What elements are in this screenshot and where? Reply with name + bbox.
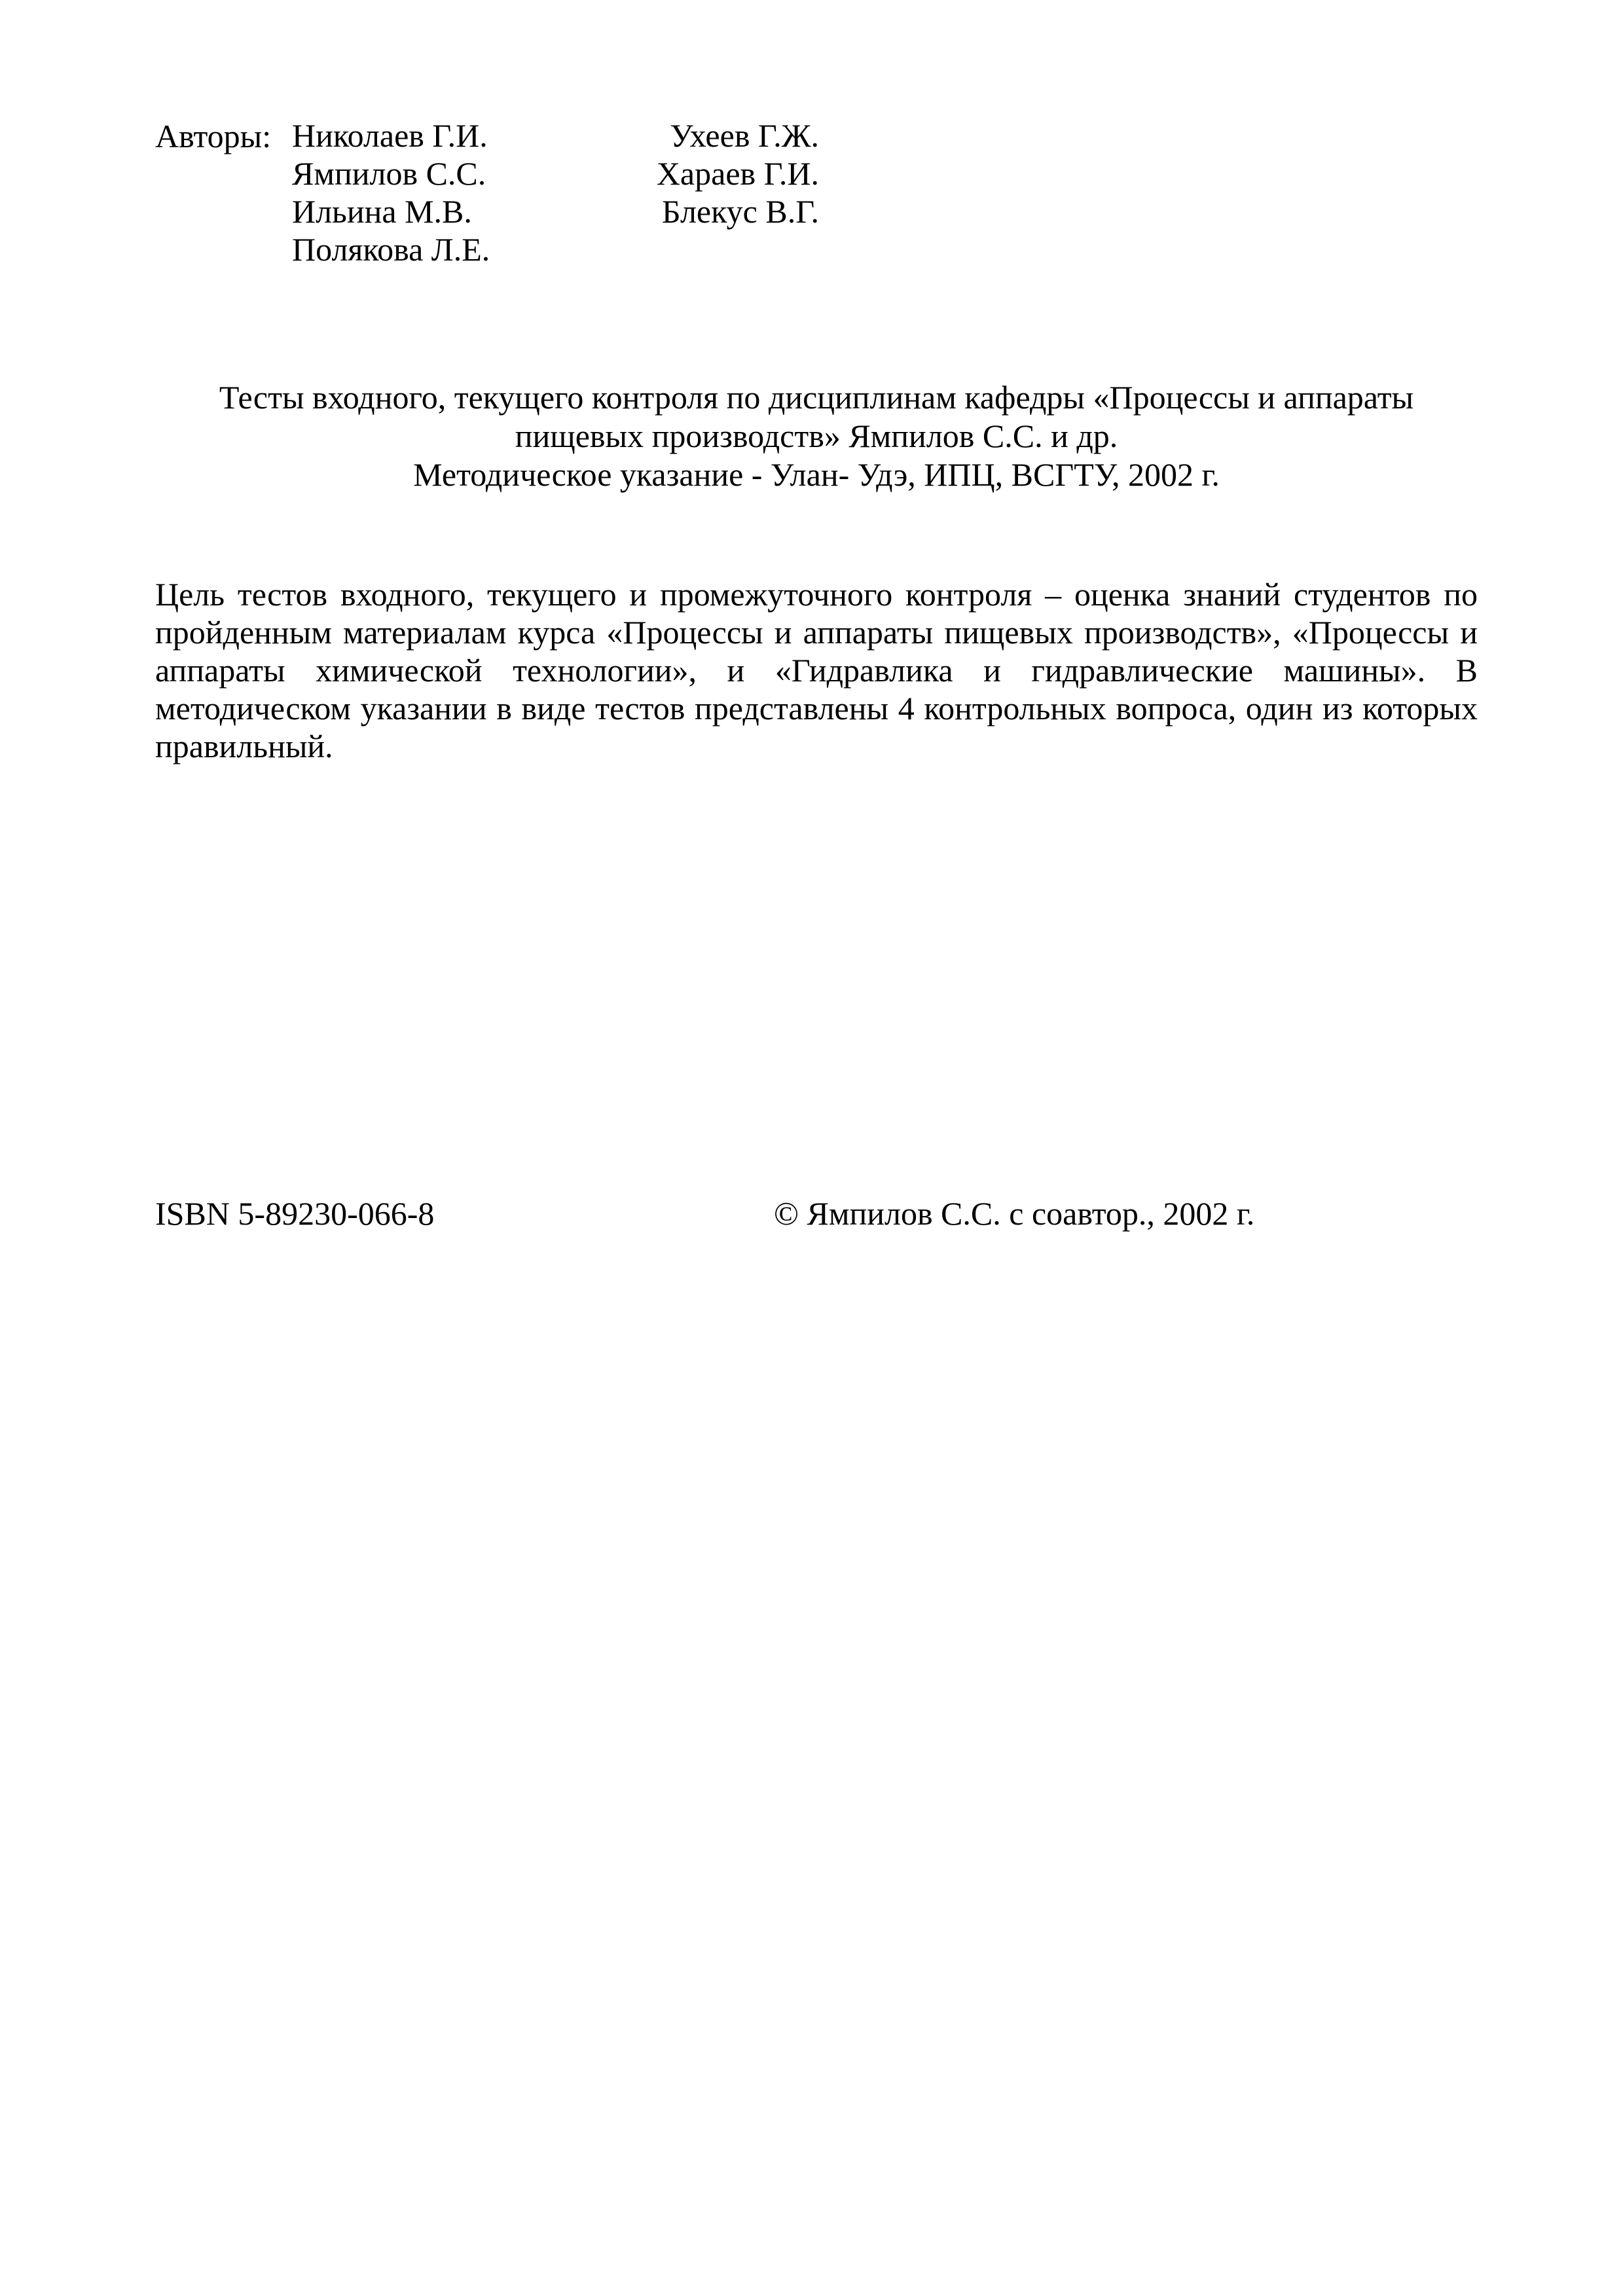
authors-column-2 bbox=[652, 117, 819, 230]
author-name: Николаев Г.И. bbox=[292, 117, 488, 154]
isbn-number: ISBN 5-89230-066-8 bbox=[155, 1195, 435, 1232]
abstract-line: Цель тестов входного, текущего и промежуточного контроля – оценка знаний студентов по bbox=[155, 576, 1478, 613]
abstract-line: пройденным материалам курса «Процессы и аппараты пищевых производств», «Процессы и bbox=[155, 614, 1478, 651]
citation-line: Методическое указание - Улан- Удэ, ИПЦ, ВСГТУ, 2002 г. bbox=[413, 456, 1220, 493]
author-name: Ильина М.В. bbox=[292, 193, 472, 230]
abstract-line: аппараты химической технологии», и «Гидравлика и гидравлические машины». В bbox=[155, 652, 1478, 689]
authors-column-1 bbox=[292, 117, 490, 268]
abstract-line: правильный. bbox=[155, 728, 333, 764]
citation-line: Тесты входного, текущего контроля по дисциплинам кафедры «Процессы и аппараты bbox=[219, 379, 1414, 416]
abstract-line: методическом указании в виде тестов представлены 4 контрольных вопроса, один из которых bbox=[155, 690, 1478, 726]
abstract-paragraph bbox=[155, 575, 1478, 765]
author-name: Хараев Г.И. bbox=[656, 155, 819, 192]
citation-line: пищевых производств» Ямпилов С.С. и др. bbox=[515, 418, 1118, 454]
authors-label: Авторы: bbox=[155, 118, 272, 154]
author-name: Ямпилов С.С. bbox=[292, 155, 486, 192]
author-name: Ухеев Г.Ж. bbox=[670, 117, 819, 154]
author-name: Полякова Л.Е. bbox=[292, 231, 490, 268]
citation-block bbox=[155, 378, 1478, 494]
author-name: Блекус В.Г. bbox=[661, 193, 819, 230]
copyright-notice: © Ямпилов С.С. с соавтор., 2002 г. bbox=[774, 1195, 1255, 1232]
